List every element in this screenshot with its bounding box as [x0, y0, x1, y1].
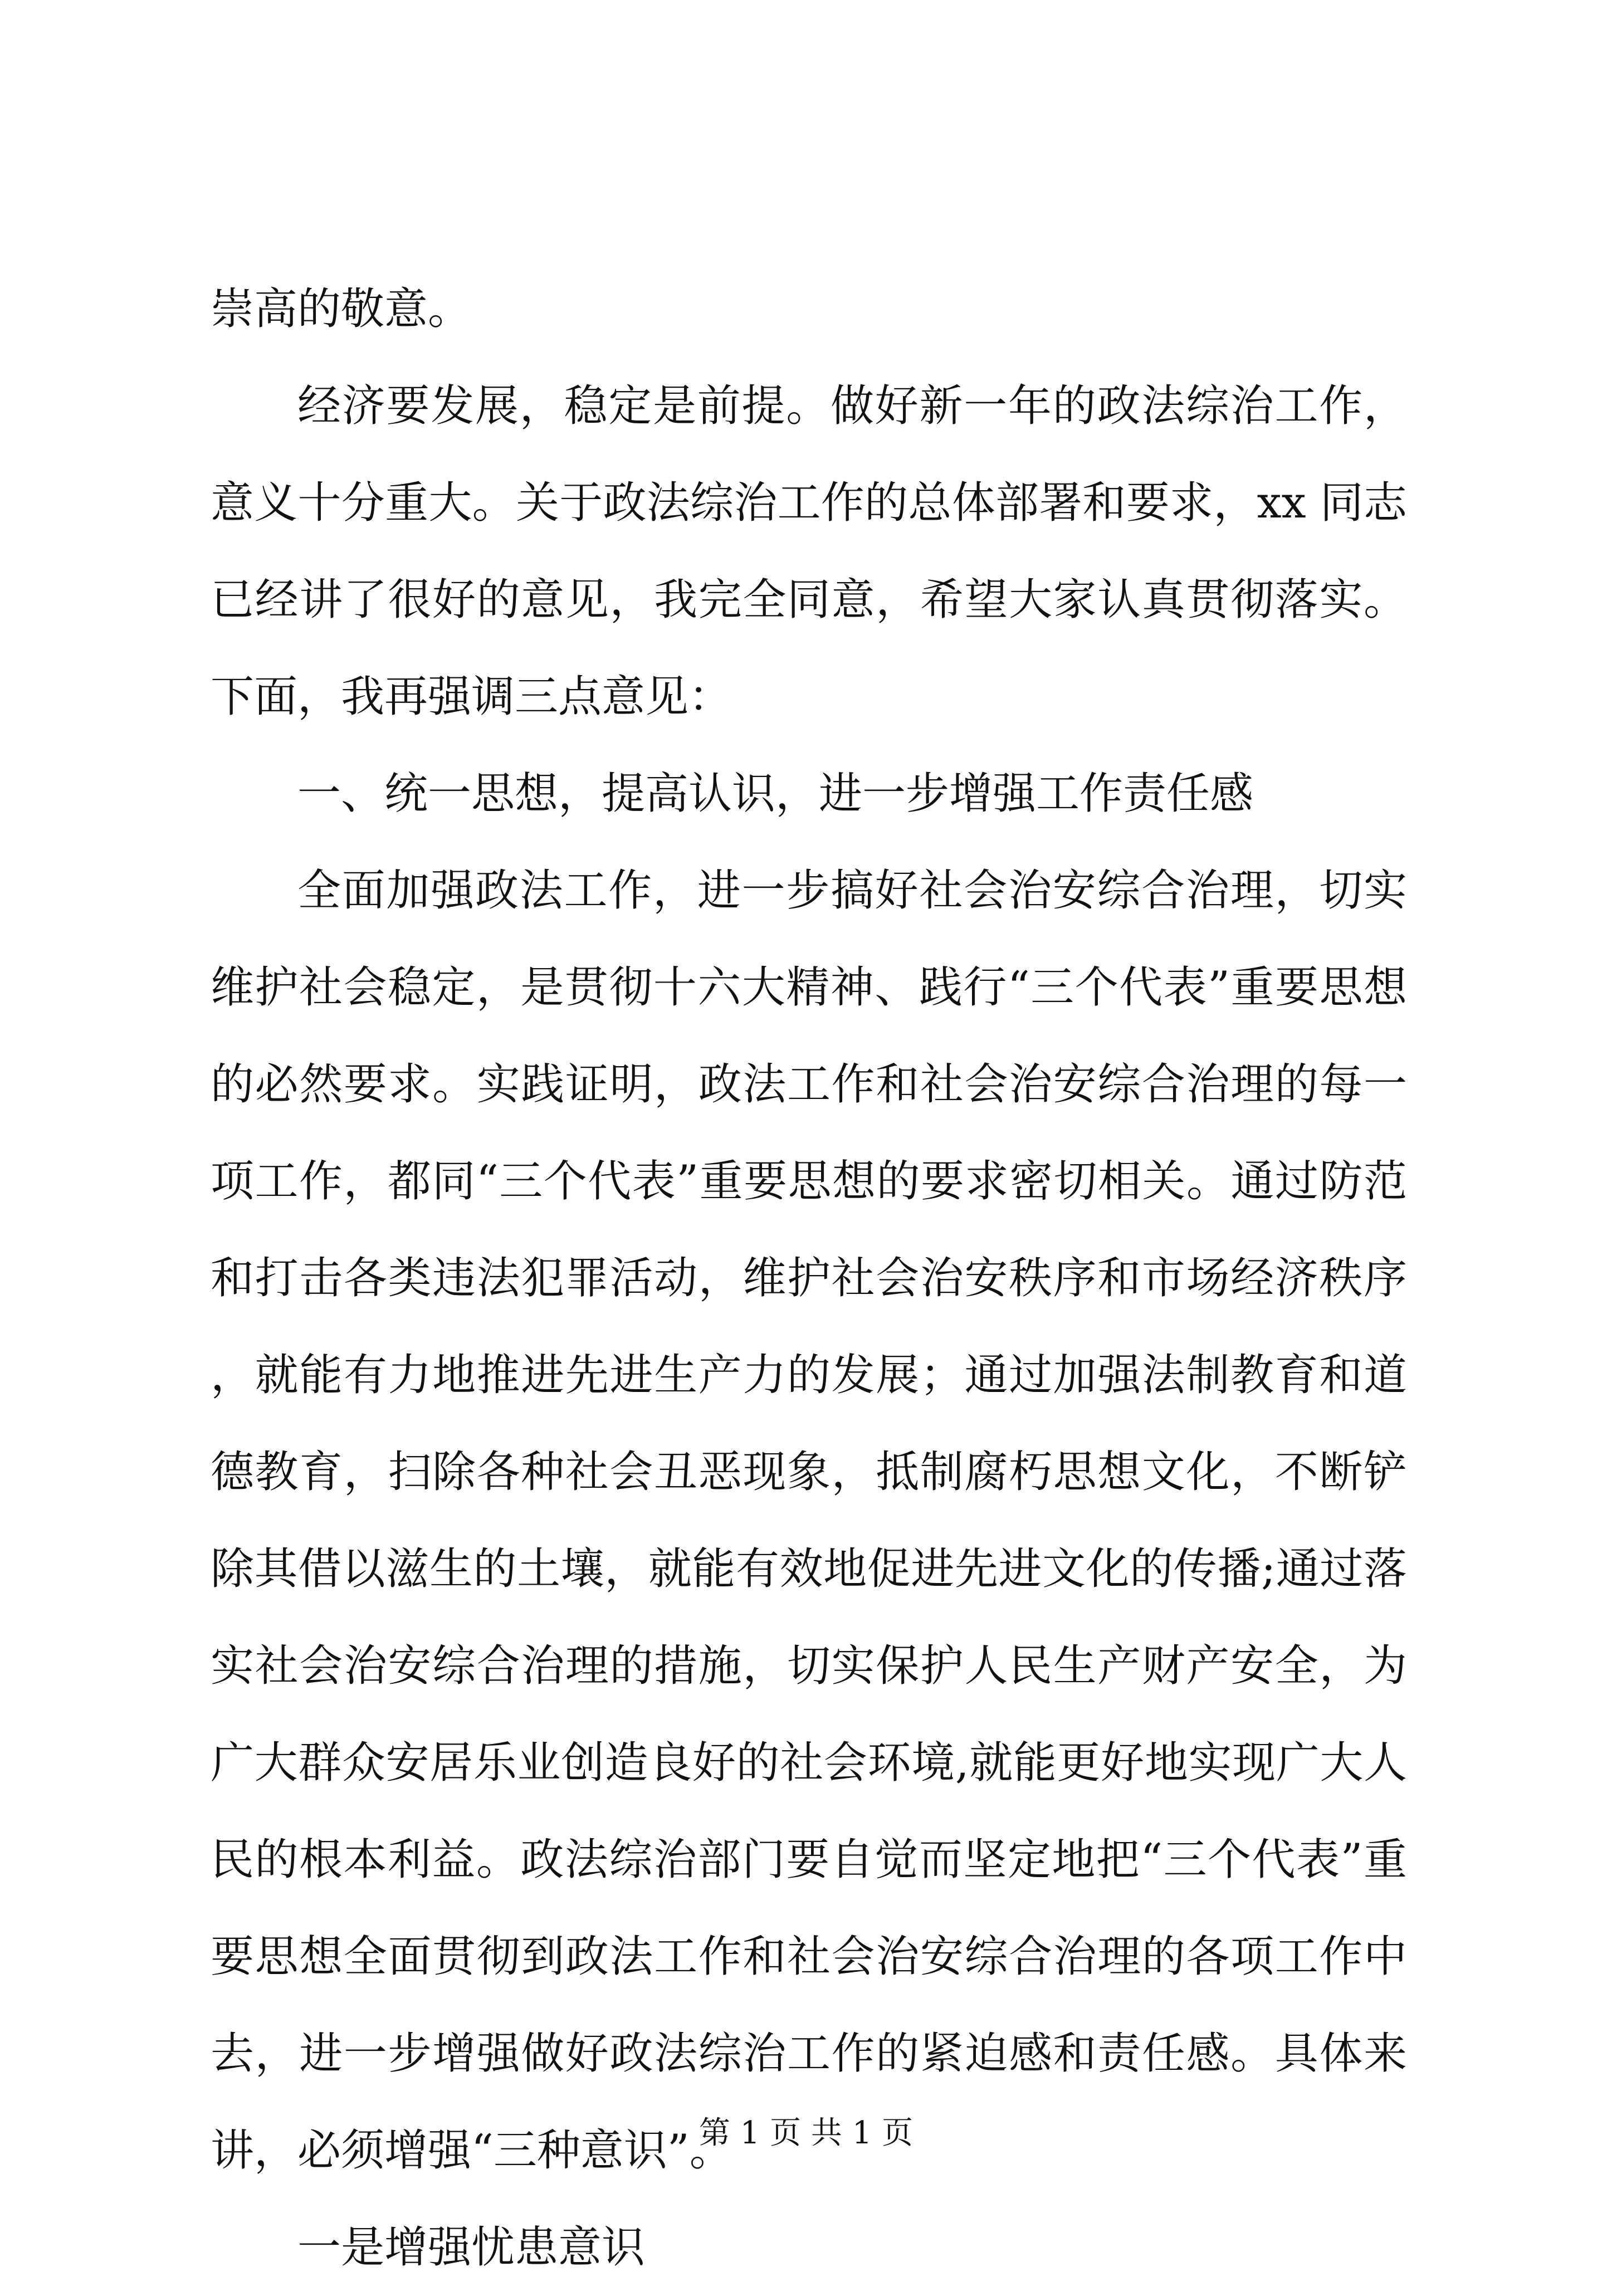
- paragraph-2: 经济要发展，稳定是前提。做好新一年的政法综治工作，意义十分重大。关于政法综治工作的总体部署和要求，xx 同志已经讲了很好的意见，我完全同意，希望大家认真贯彻落实。下面，我再强调三点意见：: [211, 381, 1407, 722]
- page-footer: 第 1 页 共 1 页: [698, 2115, 914, 2151]
- document-body: [211, 261, 1407, 2296]
- sub-heading-1: 一是增强忧患意识: [297, 2222, 646, 2273]
- section-heading-1: 一、统一思想，提高认识，进一步增强工作责任感: [297, 769, 1254, 819]
- paragraph-3: 全面加强政法工作，进一步搞好社会治安综合治理，切实维护社会稳定，是贯彻十六大精神、践行“三个代表”重要思想的必然要求。实践证明，政法工作和社会治安综合治理的每一项工作，都同“三个代表”重要思想的要求密切相关。通过防范和打击各类违法犯罪活动，维护社会治安秩序和市场经济秩序，就能有力地推进先进生产力的发展；通过加强法制教育和道德教育，扫除各种社会丑恶现象，抵制腐朽思想文化，不断铲除其借以滋生的土壤，就能有效地促进先进文化的传播;通过落实社会治安综合治理的措施，切实保护人民生产财产安全，为广大群众安居乐业创造良好的社会环境,就能更好地实现广大人民的根本利益。政法综治部门要自觉而坚定地把“三个代表”重要思想全面贯彻到政法工作和社会治安综合治理的各项工作中去，进一步增强做好政法综治工作的紧迫感和责任感。具体来讲，必须增强“三种意识”。: [211, 866, 1407, 2176]
- paragraph-1: 崇高的敬意。: [211, 284, 472, 334]
